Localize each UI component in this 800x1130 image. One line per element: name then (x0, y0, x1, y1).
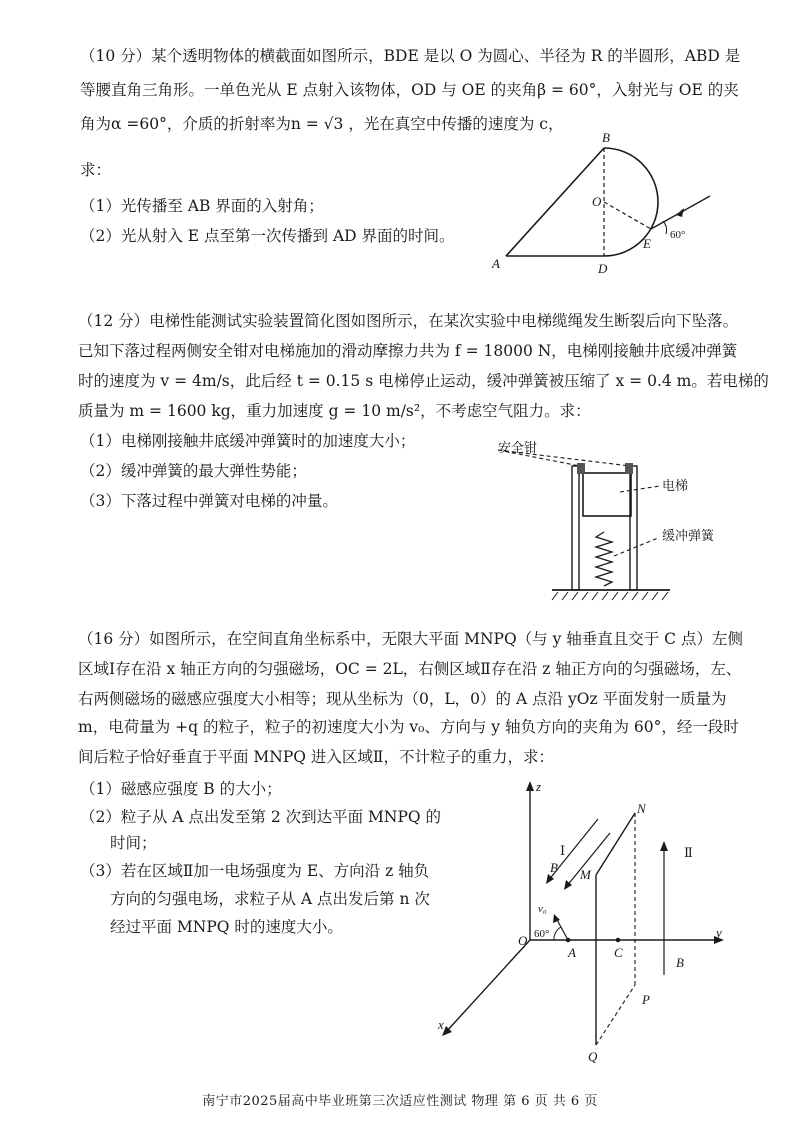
p3-label-z: z (536, 779, 542, 794)
p3-line-5: 间后粒子恰好垂直于平面 MNPQ 进入区域Ⅱ，不计粒子的重力，求： (78, 748, 554, 766)
p1-line-4: 求： (80, 161, 112, 179)
p2-leader-elevator (620, 486, 660, 492)
p1-label-a: A (492, 256, 500, 271)
p1-line-1: （10 分）某个透明物体的横截面如图所示，BDE 是以 O 为圆心、半径为 R 的半圆形，ABD 是 (80, 47, 741, 65)
p3-line-4: m，电荷量为 +q 的粒子，粒子的初速度大小为 v₀、方向与 y 轴负方向的夹角为 60°，经一段时 (78, 718, 739, 736)
p3-label-p: P (642, 992, 650, 1007)
p2-right-clamp (625, 463, 633, 474)
p2-line-4: 质量为 m = 1600 kg，重力加速度 g = 10 m/s²，不考虑空气阻力。求： (78, 402, 591, 420)
p3-figure (430, 775, 740, 1070)
p2-line-2: 已知下落过程两侧安全钳对电梯施加的滑动摩擦力共为 f = 18000 N，电梯刚接触井底缓冲弹簧 (78, 342, 738, 360)
p1-angle-arc (663, 221, 667, 234)
p1-label-d: D (598, 261, 608, 276)
p3-angle-arc (554, 927, 561, 940)
p2-question-3: （3）下落过程中弹簧对电梯的冲量。 (80, 492, 338, 510)
p1-line-2: 等腰直角三角形。一单色光从 E 点射入该物体，OD 与 OE 的夹角β = 60°，入射光与 OE 的夹 (80, 81, 739, 99)
p2-left-rail (572, 466, 579, 590)
p3-label-c: C (614, 945, 623, 960)
p3-question-3a: （3）若在区域Ⅱ加一电场强度为 E、方向沿 z 轴负 (80, 862, 430, 880)
page-footer: 南宁市2025届高中毕业班第三次适应性测试 物理 第 6 页 共 6 页 (202, 1094, 598, 1109)
p1-label-o: O (592, 194, 602, 209)
p1-angle-label: 60° (670, 229, 686, 241)
p3-question-3c: 经过平面 MNPQ 时的速度大小。 (110, 918, 343, 936)
p3-label-a: A (568, 945, 576, 960)
p2-line-1: （12 分）电梯性能测试实验装置简化图如图所示，在某次实验中电梯缆绳发生断裂后向下坠落。 (78, 312, 739, 330)
p3-x-axis (446, 940, 530, 1032)
p1-figure (480, 128, 740, 278)
p1-label-b: B (602, 130, 610, 145)
p1-question-1: （1）光传播至 AB 界面的入射角； (80, 197, 324, 215)
p3-line-3: 右两侧磁场的磁感应强度大小相等；现从坐标为（0，L，0）的 A 点沿 yOz 平面发射一质量为 (78, 690, 727, 708)
p2-label-buffer-spring: 缓冲弹簧 (662, 528, 715, 543)
p2-label-elevator: 电梯 (662, 478, 689, 493)
p3-plane-qp (596, 985, 635, 1045)
p1-line-3: 角为α =60°，介质的折射率为n = √3 ，光在真空中传播的速度为 c， (80, 115, 564, 133)
p1-label-e: E (643, 236, 651, 251)
p3-question-1: （1）磁感应强度 B 的大小； (80, 780, 282, 798)
p3-line-1: （16 分）如图所示，在空间直角坐标系中，无限大平面 MNPQ（与 y 轴垂直且交于 C 点）左侧 (78, 630, 743, 648)
p2-label-safety-clamp: 安全钳 (498, 440, 538, 455)
p2-spring (596, 532, 612, 586)
p3-label-v0: v₀ (538, 903, 547, 915)
p3-field-arrow-3 (660, 841, 668, 851)
p2-ground-hatch (552, 592, 668, 600)
p3-label-x: x (438, 1017, 444, 1032)
p3-label-angle: 60° (534, 928, 550, 940)
p3-label-b-right: B (676, 955, 684, 970)
p3-point-c (616, 938, 621, 943)
p2-question-1: （1）电梯刚接触井底缓冲弹簧时的加速度大小； (80, 432, 416, 450)
p3-label-b-left: B (550, 860, 558, 875)
p3-velocity-arrow (553, 914, 560, 923)
p2-leader-spring (614, 538, 658, 556)
p2-left-clamp (577, 463, 585, 474)
p3-label-y: y (716, 925, 722, 940)
p1-segment-ab (506, 148, 604, 256)
p3-label-n: N (637, 801, 646, 816)
p3-label-m: M (580, 867, 591, 882)
p1-radius-oe (604, 202, 651, 229)
p3-question-2b: 时间； (110, 834, 157, 852)
p2-elevator-car (583, 473, 631, 516)
p3-label-o: O (518, 933, 528, 948)
p3-question-3b: 方向的匀强电场，求粒子从 A 点出发后第 n 次 (110, 890, 430, 908)
p3-line-2: 区域Ⅰ存在沿 x 轴正方向的匀强磁场，OC = 2L，右侧区域Ⅱ存在沿 z 轴正方向的匀强磁场，左、 (78, 660, 742, 678)
p2-line-3: 时的速度为 v = 4m/s，此后经 t = 0.15 s 电梯停止运动，缓冲弹簧被压缩了 x = 0.4 m。若电梯的 (78, 372, 769, 390)
p3-question-2a: （2）粒子从 A 点出发至第 2 次到达平面 MNPQ 的 (80, 808, 442, 826)
p3-label-region-2: Ⅱ (684, 845, 693, 860)
p3-point-a (566, 938, 571, 943)
p1-ray-arrow (676, 208, 684, 217)
p3-plane-mn (596, 813, 635, 875)
p3-label-region-1: Ⅰ (560, 843, 566, 858)
p2-figure (480, 440, 750, 610)
p3-label-q: Q (588, 1049, 598, 1064)
p3-z-arrow (526, 781, 534, 791)
p2-question-2: （2）缓冲弹簧的最大弹性势能； (80, 462, 307, 480)
p1-question-2: （2）光从射入 E 点至第一次传播到 AD 界面的时间。 (80, 227, 455, 245)
